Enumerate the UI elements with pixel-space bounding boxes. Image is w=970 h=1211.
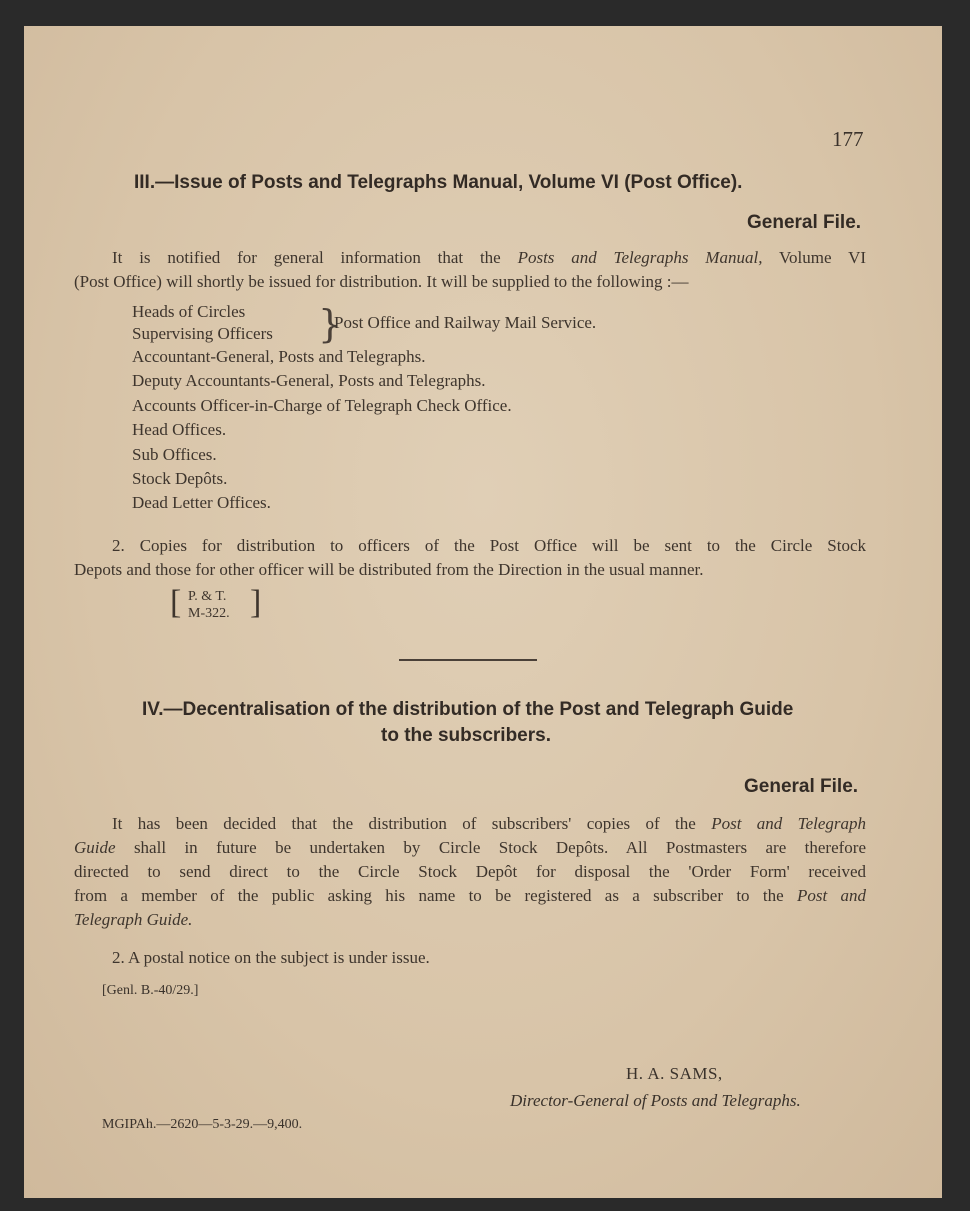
left-bracket-icon: [ — [170, 584, 182, 621]
signatory-title: Director-General of Posts and Telegraphs. — [510, 1091, 801, 1110]
reference-line-2: M-322. — [188, 606, 230, 621]
section-4-reference: [Genl. B.-40/29.] — [102, 983, 199, 998]
section-4-para-1-line-1: It has been decided that the distribution of subscribers' copies of the Post and Telegraph — [112, 814, 866, 833]
section-3-para-2-line-2: Depots and those for other officer will be distributed from the Direction in the usual manner. — [74, 560, 704, 579]
section-3-paragraph-1 — [74, 246, 866, 294]
list-item: Accounts Officer-in-Charge of Telegraph Check Office. — [132, 395, 512, 415]
section-4-para-1-line-5: Telegraph Guide. — [74, 910, 193, 929]
section-3-para-1-line-1: It is notified for general information that the Posts and Telegraphs Manual, Volume VI — [112, 248, 867, 267]
page-number: 177 — [832, 127, 864, 151]
section-4-paragraph-1 — [74, 812, 866, 932]
distribution-list — [132, 345, 512, 516]
brace-item: Heads of Circles — [132, 302, 246, 321]
printer-mark: MGIPAh.—2620—5-3-29.—9,400. — [102, 1117, 303, 1132]
list-item: Head Offices. — [132, 420, 227, 440]
section-3-paragraph-2 — [74, 534, 866, 582]
list-item: Sub Offices. — [132, 444, 217, 464]
section-4-para-1-line-2: Guide shall in future be undertaken by Circle Stock Depôts. All Postmasters are therefore — [74, 838, 866, 857]
brace-target-text: Post Office and Railway Mail Service. — [334, 313, 597, 332]
curly-brace-icon: } — [318, 302, 343, 346]
list-item: Dead Letter Offices. — [132, 493, 271, 513]
section-3-para-2-line-1: 2. Copies for distribution to officers of the Post Office will be sent to the Circle Stock — [112, 536, 866, 555]
section-4-file-label: General File. — [744, 776, 859, 797]
list-item: Stock Depôts. — [132, 469, 228, 489]
list-item: Accountant-General, Posts and Telegraphs. — [132, 347, 426, 366]
list-item: Deputy Accountants-General, Posts and Telegraphs. — [132, 371, 486, 391]
brace-item: Supervising Officers — [132, 324, 273, 343]
right-bracket-icon: ] — [250, 584, 262, 621]
section-3-heading: III.—Issue of Posts and Telegraphs Manual, Volume VI (Post Office). — [134, 172, 743, 193]
section-4-heading-line-1: IV.—Decentralisation of the distribution of the Post and Telegraph Guide — [142, 699, 794, 720]
section-4-para-1-line-4: from a member of the public asking his name to be registered as a subscriber to the Post and — [74, 886, 866, 905]
section-4-paragraph-2: 2. A postal notice on the subject is under issue. — [112, 948, 430, 967]
section-4-para-1-line-3: directed to send direct to the Circle Stock Depôt for disposal the 'Order Form' received — [74, 862, 866, 881]
section-4-heading-line-2: to the subscribers. — [381, 725, 551, 746]
reference-line-1: P. & T. — [188, 589, 227, 604]
signatory-name: H. A. SAMS, — [626, 1064, 723, 1083]
section-divider — [399, 659, 537, 661]
document-page — [24, 26, 942, 1198]
brace-list — [132, 301, 273, 345]
section-3-para-1-line-2: (Post Office) will shortly be issued for distribution. It will be supplied to the following :— — [74, 272, 689, 291]
section-3-file-label: General File. — [747, 212, 862, 233]
